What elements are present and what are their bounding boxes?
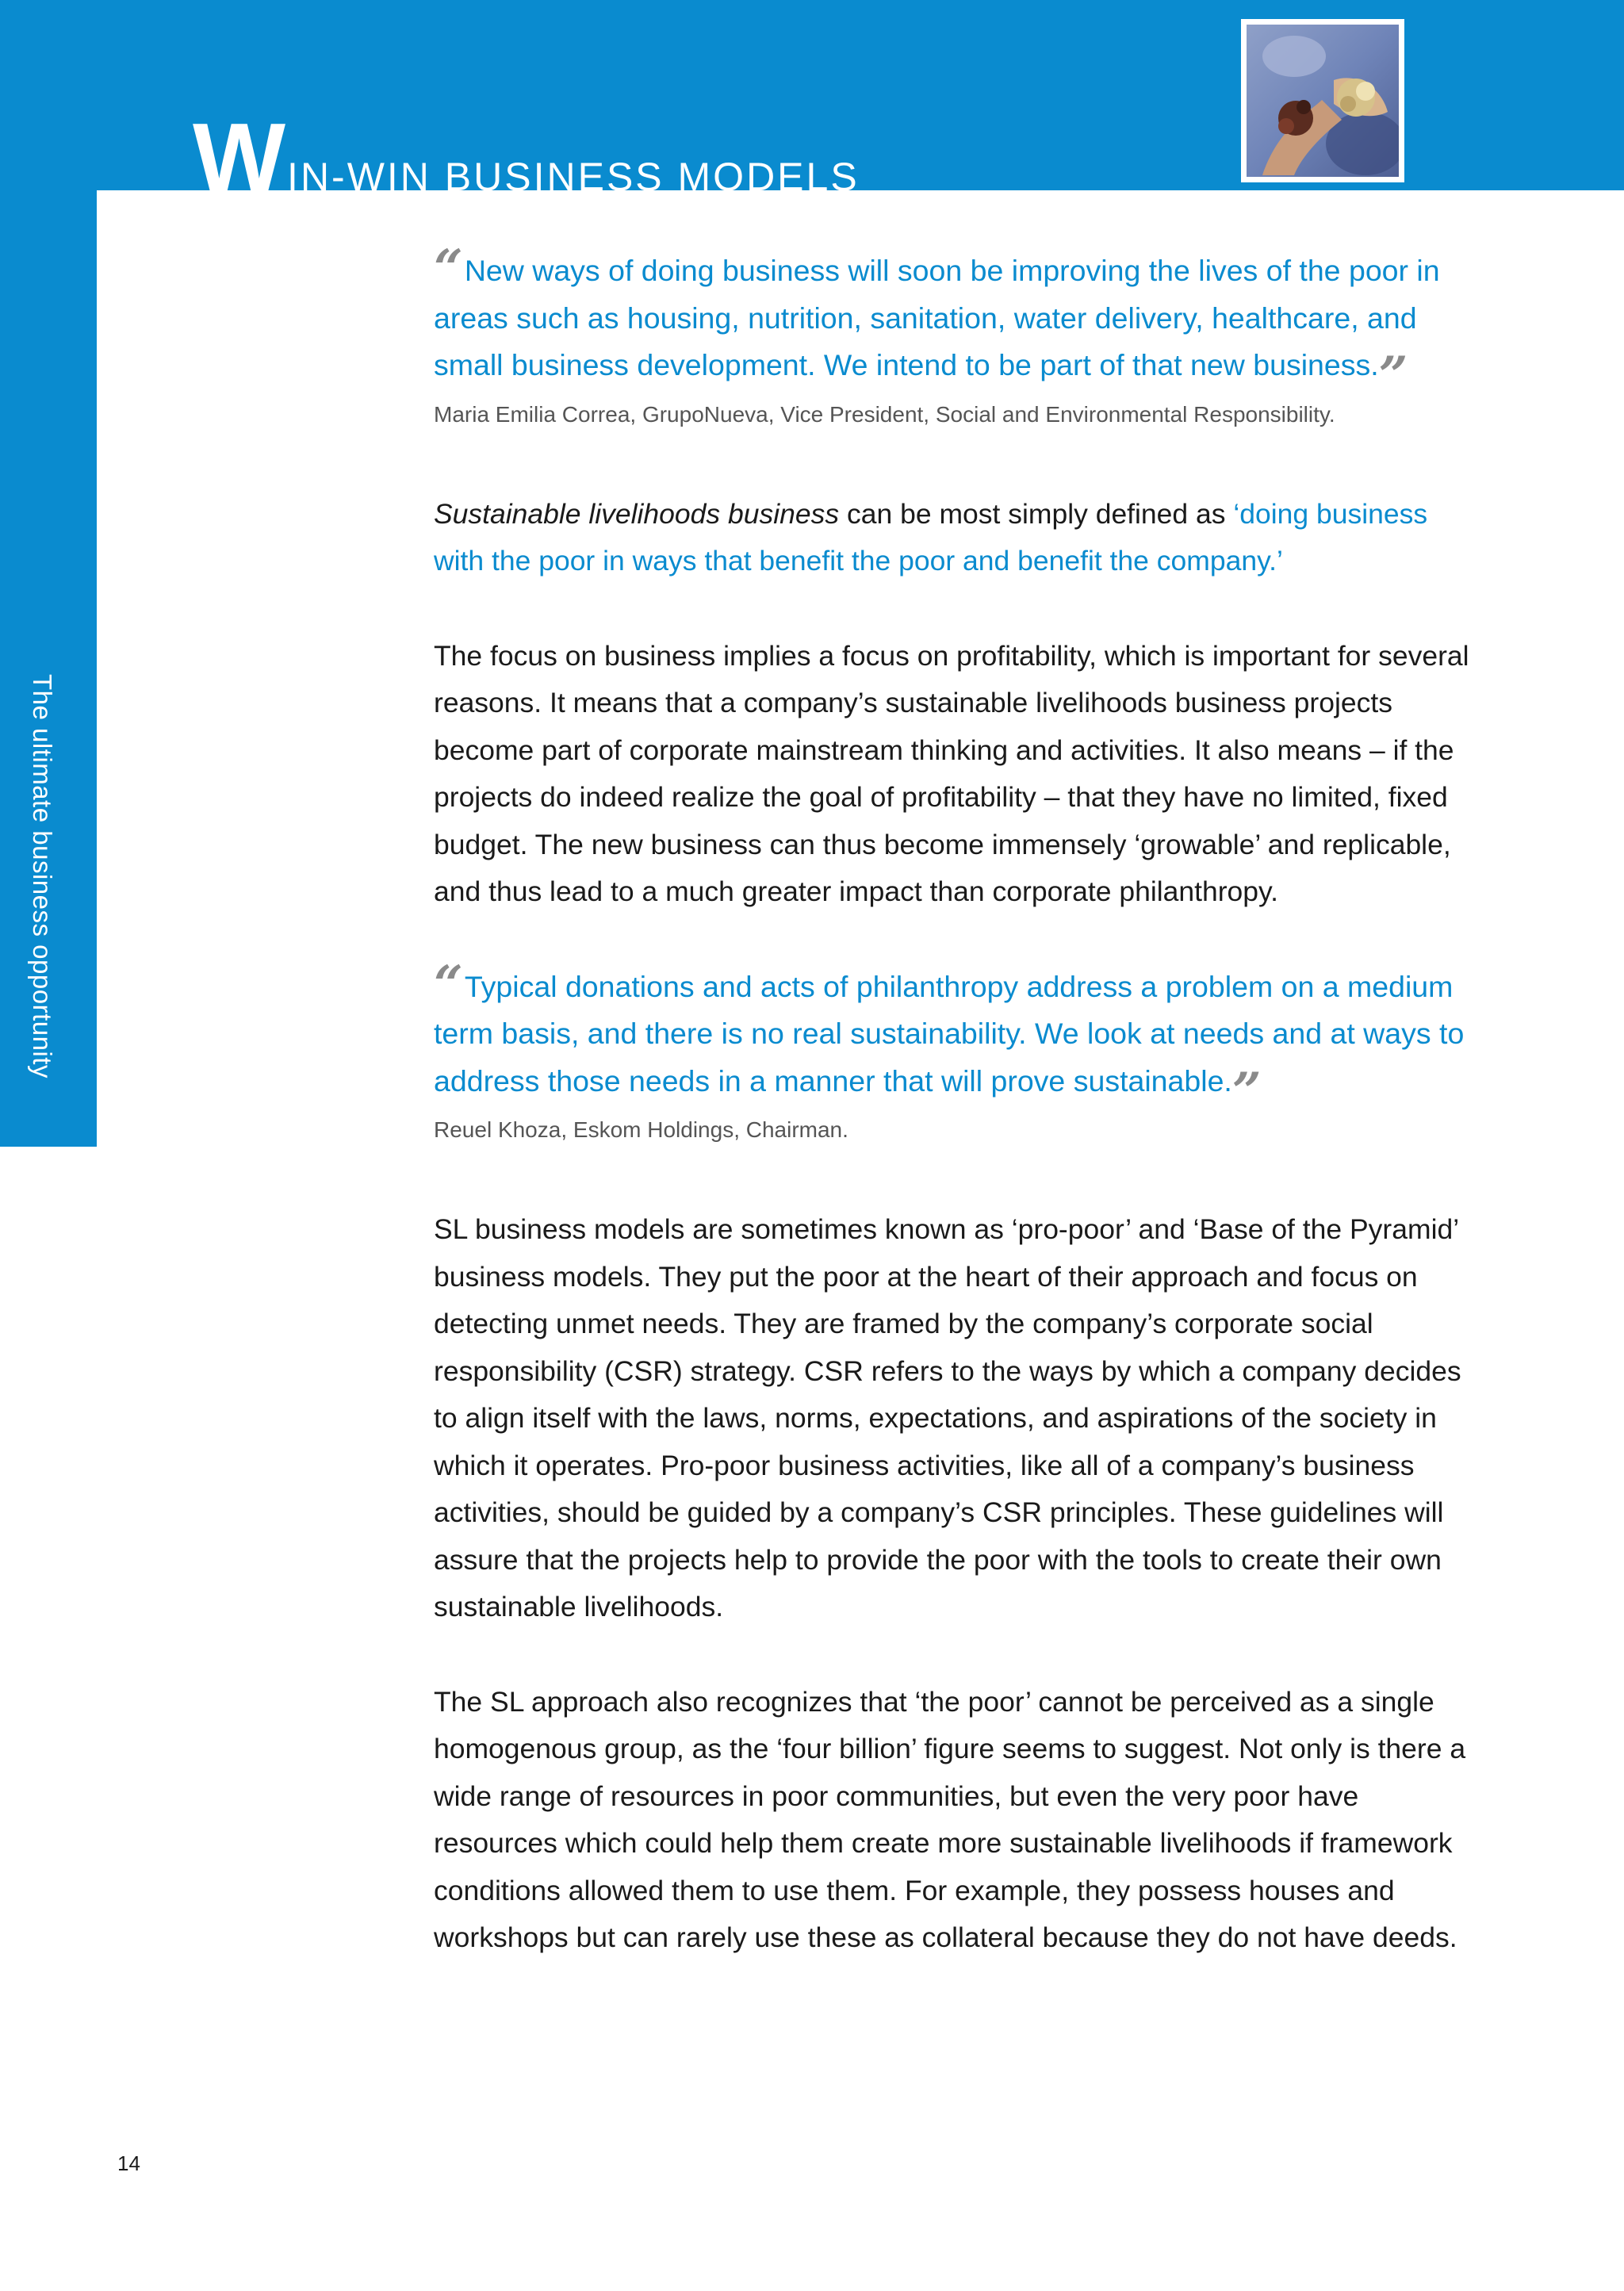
- pull-quote-2-text: Typical donations and acts of philanthropy address a problem on a medium term basis, and there is no real sustainability. We look at needs and at ways to address those needs in a manner that will prove sustainable.: [434, 969, 1465, 1098]
- page-number: 14: [117, 2151, 140, 2175]
- close-quote-icon: ”: [1231, 1061, 1262, 1121]
- open-quote-icon: “: [434, 239, 463, 298]
- definition-paragraph: [434, 491, 1480, 585]
- body-paragraph-3: The SL approach also recognizes that ‘the poor’ cannot be perceived as a single homogenous group, as the ‘four billion’ figure seems to suggest. Not only is there a wide range of resources in poor communities, but even the very poor have resources which could help them create more sustainable livelihoods if framework conditions allowed them to use them. For example, they possess houses and workshops but can rarely use these as collateral because they do not have deeds.: [434, 1685, 1466, 1953]
- body-paragraph-2: SL business models are sometimes known as ‘pro-poor’ and ‘Base of the Pyramid’ business models. They put the poor at the heart of their approach and focus on detecting unmet needs. They are framed by the company’s corporate social responsibility (CSR) strategy. CSR refers to the ways by which a company decides to align itself with the laws, norms, expectations, and aspirations of the society in which it operates. Pro-poor business activities, like all of a company’s business activities, should be guided by a company’s CSR principles. These guidelines will assure that the projects help to provide the poor with the tools to create their own sustainable livelihoods.: [434, 1213, 1461, 1622]
- body-paragraph-1: The focus on business implies a focus on profitability, which is important for several reasons. It means that a company’s sustainable livelihoods business projects become part of corporate mainstream thinking and activities. It also means – if the projects do indeed realize the goal of profitability – that they have no limited, fixed budget. The new business can thus become immensely ‘growable’ and replicable, and thus lead to a much greater impact than corporate philanthropy.: [434, 639, 1469, 907]
- definition-term: Sustainable livelihoods business: [434, 497, 840, 530]
- definition-quote: ‘doing business with the poor in ways that benefit the poor and benefit the company.’: [434, 497, 1428, 577]
- definition-middle: can be most simply defined as: [839, 497, 1234, 530]
- pull-quote-1: [434, 239, 1480, 405]
- header-photo-frame: [1241, 19, 1404, 182]
- page-title: [193, 109, 860, 192]
- close-quote-icon: ”: [1378, 346, 1408, 405]
- pull-quote-1-attribution: Maria Emilia Correa, GrupoNueva, Vice President, Social and Environmental Responsibility.: [434, 401, 1335, 427]
- open-quote-icon: “: [434, 954, 463, 1014]
- pull-quote-2-attribution: Reuel Khoza, Eskom Holdings, Chairman.: [434, 1117, 848, 1142]
- sidebar-text: The ultimate business opportunity: [28, 674, 57, 1078]
- pull-quote-2: [434, 954, 1480, 1121]
- main-content: [434, 239, 1480, 1962]
- title-initial: W: [193, 109, 286, 192]
- title-rest: IN-WIN BUSINESS MODELS: [287, 155, 860, 192]
- header-photo: [1247, 25, 1399, 177]
- pull-quote-1-text: New ways of doing business will soon be improving the lives of the poor in areas such as housing, nutrition, sanitation, water delivery, healthcare, and small business development. We intend to be part of that new business.: [434, 254, 1440, 381]
